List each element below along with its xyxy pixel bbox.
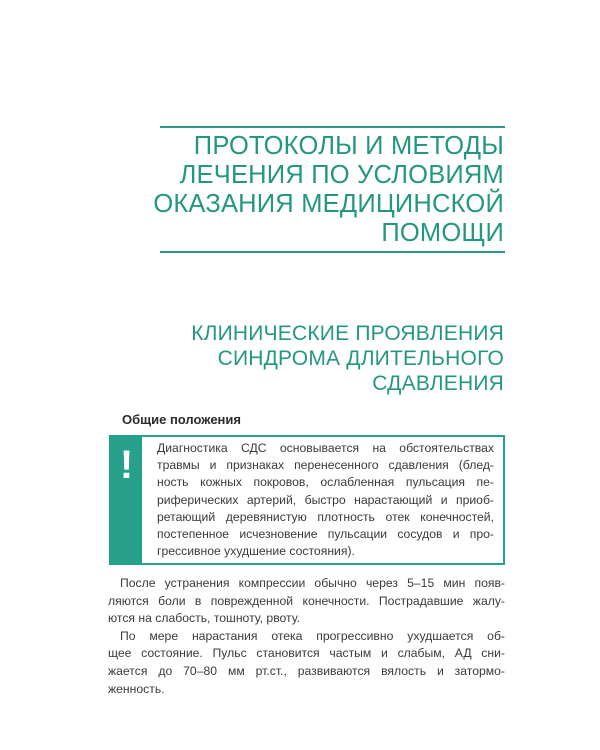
paragraph-line: ются на слабость, тошноту, рвоту.	[108, 611, 301, 626]
callout-line: ность кожных покровов, ослабленная пульсация пе-	[157, 475, 494, 490]
subsection-heading: Общие положения	[122, 412, 241, 427]
paragraph-line: щее состояние. Пульс становится частым и слабым, АД сни-	[108, 646, 505, 661]
important-callout-box	[109, 435, 505, 565]
body-paragraph	[108, 575, 505, 628]
chapter-title-line: ПРОТОКОЛЫ И МЕТОДЫ	[193, 132, 504, 160]
callout-line: грессивное ухудшение состояния).	[157, 544, 355, 559]
chapter-rule-bottom	[160, 251, 505, 253]
callout-text	[157, 440, 494, 560]
paragraph-line: ляются боли в поврежденной конечности. Пострадавшие жалу-	[108, 593, 505, 608]
callout-side-bar	[111, 437, 142, 563]
chapter-title	[144, 132, 504, 248]
paragraph-line: жается до 70–80 мм рт.ст., развиваются вялость и затормо-	[108, 663, 505, 678]
section-title-line: КЛИНИЧЕСКИЕ ПРОЯВЛЕНИЯ	[191, 322, 504, 345]
callout-line: риферических артерий, быстро нарастающий и приоб-	[157, 492, 494, 507]
paragraph-line: По мере нарастания отека прогрессивно ухудшается об-	[120, 628, 505, 643]
section-title	[144, 321, 504, 396]
callout-line: ретающий деревянистую плотность отек конечностей,	[157, 509, 494, 524]
paragraph-line: женность.	[108, 681, 165, 696]
chapter-title-line: ОКАЗАНИЯ МЕДИЦИНСКОЙ	[153, 190, 504, 218]
section-title-line: СДАВЛЕНИЯ	[372, 372, 504, 395]
callout-line: постепенное исчезновение пульсации сосудов и про-	[157, 527, 494, 542]
section-title-line: СИНДРОМА ДЛИТЕЛЬНОГО	[217, 347, 504, 370]
exclamation-icon: !	[119, 443, 134, 487]
paragraph-line: После устранения компрессии обычно через 5–15 мин появ-	[120, 576, 505, 590]
callout-line: Диагностика СДС основывается на обстоятельствах	[157, 441, 494, 455]
chapter-title-line: ПОМОЩИ	[381, 219, 504, 247]
chapter-rule-top	[160, 126, 505, 128]
body-paragraph	[108, 628, 505, 698]
body-text	[108, 575, 505, 698]
callout-line: травмы и признаках перенесенного сдавления (блед-	[157, 458, 494, 473]
chapter-title-line: ЛЕЧЕНИЯ ПО УСЛОВИЯМ	[179, 161, 504, 189]
